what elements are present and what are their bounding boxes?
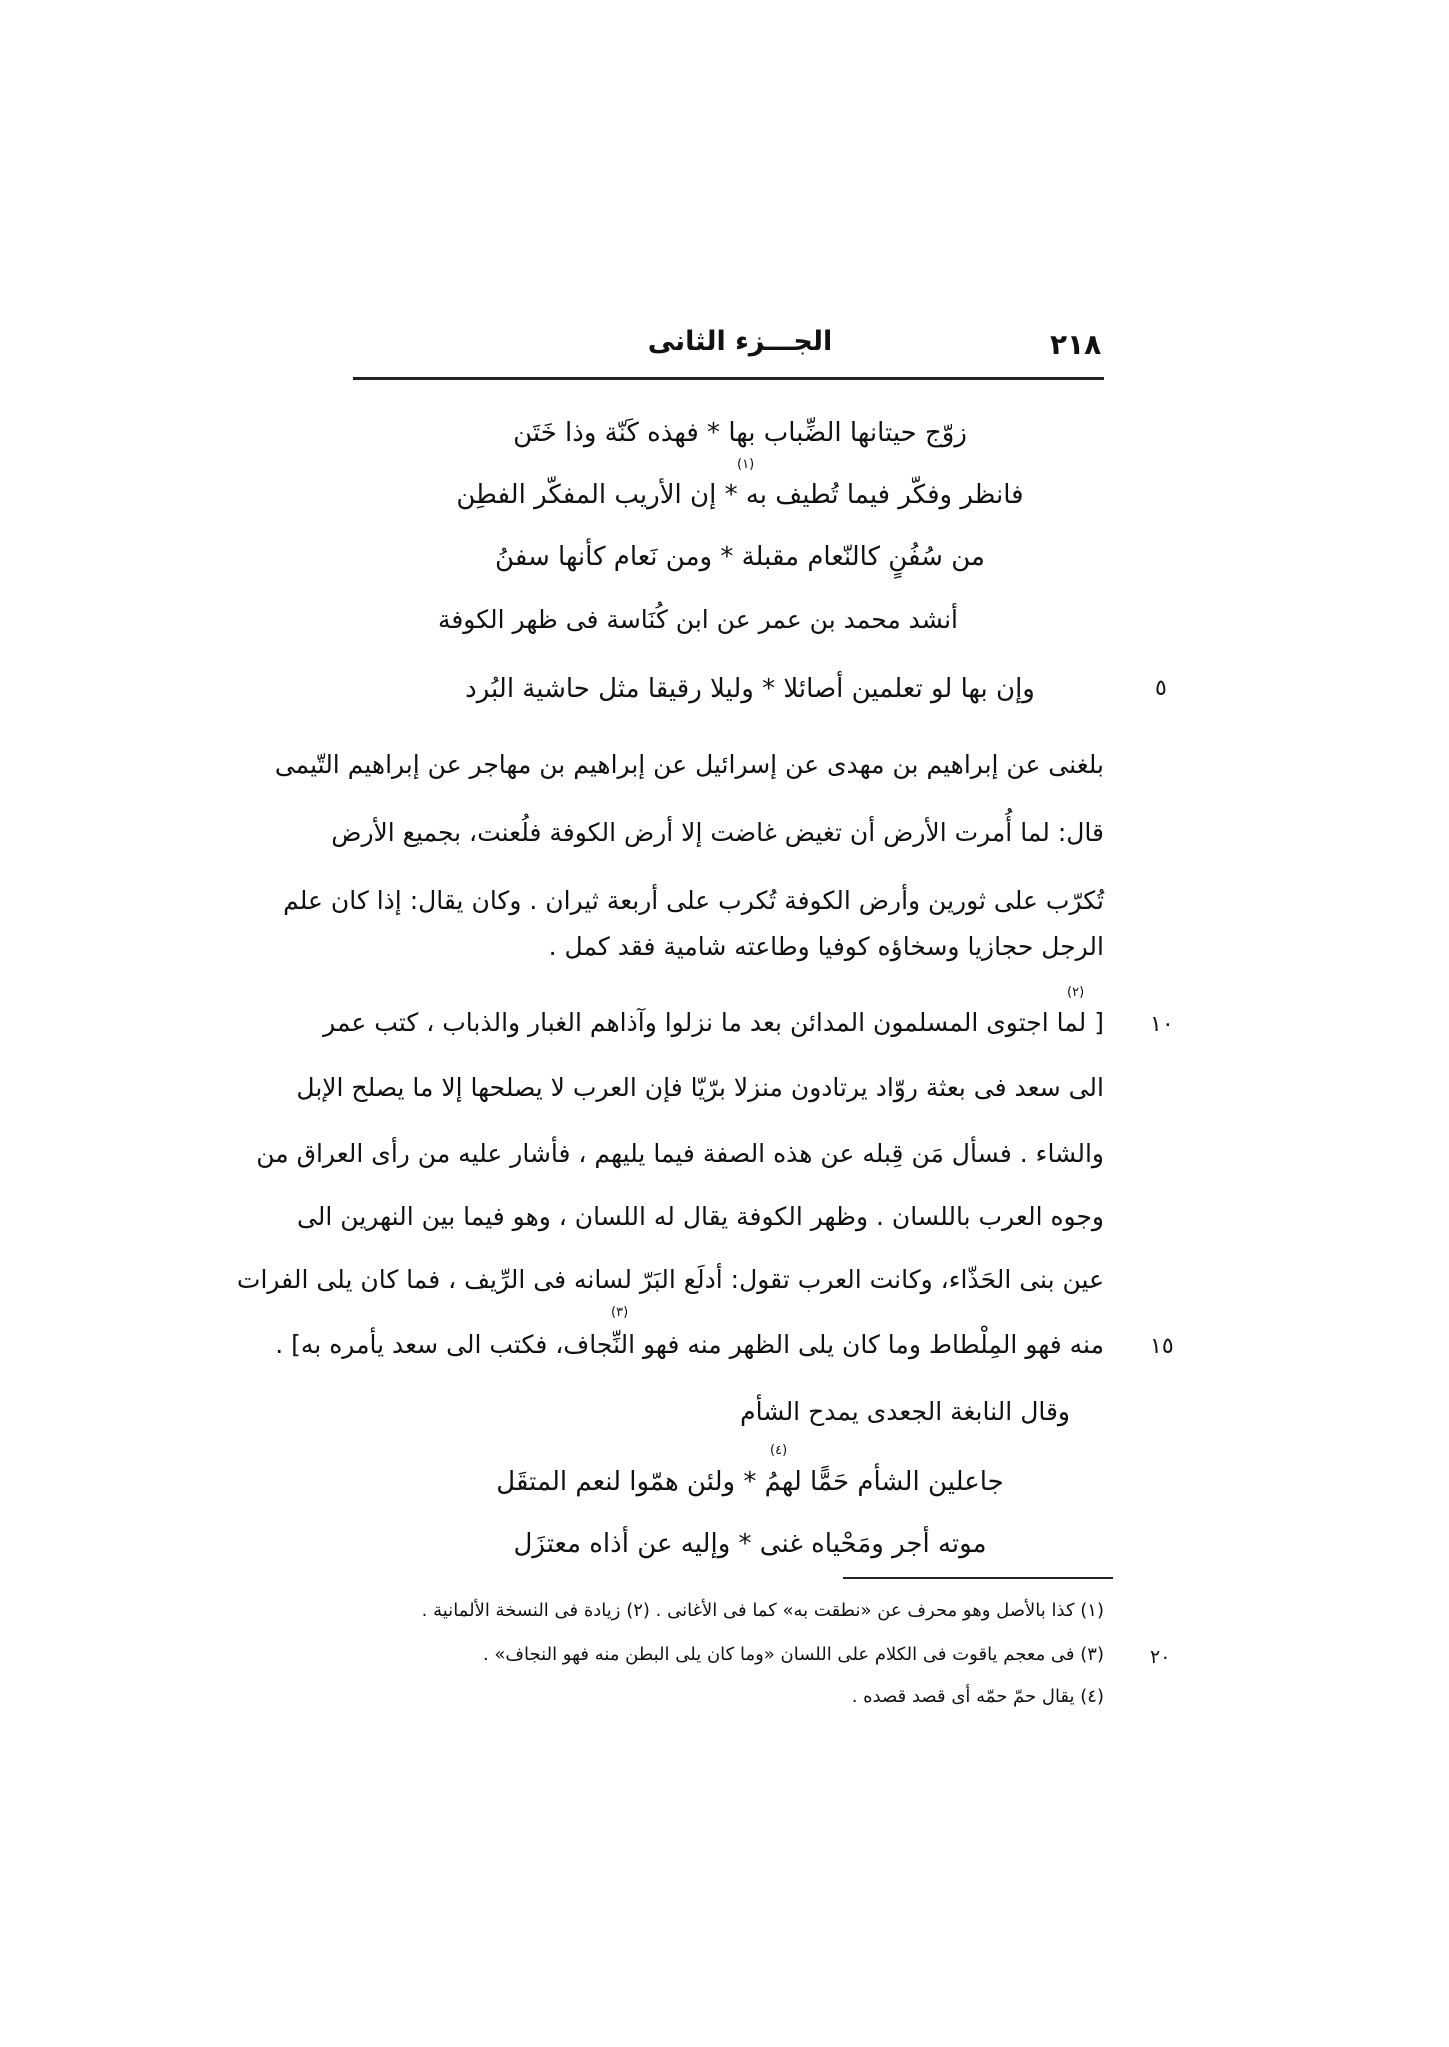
prose-line: تُكرّب على ثورين وأرض الكوفة تُكرب على أربعة ثيران . وكان يقال: إذا كان علم: [283, 886, 1104, 915]
verse-line: فانظر وفكّر فيما تُطيف به * إن الأريب المفكّر الفطِن: [456, 480, 1024, 510]
prose-line: قال: لما أُمرت الأرض أن تغيض غاضت إلا أرض الكوفة فلُعنت، بجميع الأرض: [331, 818, 1104, 847]
prose-line: عين بنى الحَذّاء، وكانت العرب تقول: أدلَع البَرّ لسانه فى الرِّيف ، فما كان يلى الفرات: [236, 1265, 1104, 1294]
footnote: (١) كذا بالأصل وهو محرف عن «نطقت به» كما فى الأغانى . (٢) زيادة فى النسخة الألمانية .: [421, 1600, 1104, 1621]
footnote-mark: (١): [737, 457, 755, 472]
footnote-mark: (٤): [770, 1443, 788, 1458]
prose-line: منه فهو المِلْطاط وما كان يلى الظهر منه فهو النِّجاف، فكتب الى سعد يأمره به] .: [275, 1330, 1104, 1359]
line-number: ٢٠: [1150, 1646, 1171, 1668]
running-title: الجـــزء الثانى: [647, 326, 833, 357]
footnote-mark: (٣): [611, 1305, 629, 1320]
verse-line: من سُفُنٍ كالنّعام مقبلة * ومن نَعام كأنها سفنُ: [495, 542, 985, 572]
footnote: (٤) يقال حمّ حمّه أى قصد قصده .: [851, 1686, 1104, 1707]
page-number: ٢١٨: [1050, 328, 1102, 361]
line-number: ٥: [1155, 676, 1167, 701]
prose-line: والشاء . فسأل مَن قِبله عن هذه الصفة فيما يليهم ، فأشار عليه من رأى العراق من: [256, 1139, 1104, 1168]
verse-line: وإن بها لو تعلمين أصائلا * وليلا رقيقا مثل حاشية البُرد: [465, 674, 1035, 704]
footnote: (٣) فى معجم ياقوت فى الكلام على اللسان «وما كان يلى البطن منه فهو النجاف» .: [482, 1644, 1104, 1665]
prose-line: وجوه العرب باللسان . وظهر الكوفة يقال له اللسان ، وهو فيما بين النهرين الى: [296, 1202, 1104, 1231]
intro-line: أنشد محمد بن عمر عن ابن كُنَاسة فى ظهر الكوفة: [437, 605, 958, 634]
verse-line: زوّج حيتانها الضِّباب بها * فهذه كَنّة وذا خَتَن: [513, 418, 967, 448]
prose-line: الى سعد فى بعثة روّاد يرتادون منزلا برّيّا فإن العرب لا يصلحها إلا ما يصلح الإبل: [296, 1073, 1104, 1102]
prose-line: [ لما اجتوى المسلمون المدائن بعد ما نزلوا وآذاهم الغبار والذباب ، كتب عمر: [323, 1008, 1104, 1037]
footnote-rule: [843, 1577, 1113, 1579]
prose-line: بلغنى عن إبراهيم بن مهدى عن إسرائيل عن إبراهيم بن مهاجر عن إبراهيم التّيمى: [274, 750, 1104, 779]
footnote-mark: (٢): [1067, 985, 1085, 1000]
prose-line: الرجل حجازيا وسخاؤه كوفيا وطاعته شامية فقد كمل .: [548, 932, 1104, 961]
verse-line: جاعلين الشأم حَمًّا لهمُ * ولئن همّوا لنعم المتقَل: [496, 1467, 1004, 1497]
verse-line: موته أجر ومَحْياه غنى * وإليه عن أذاه معتزَل: [513, 1529, 987, 1559]
line-number: ١٠: [1150, 1012, 1174, 1037]
header-rule: [353, 377, 1104, 380]
intro-line: وقال النابغة الجعدى يمدح الشأم: [740, 1397, 1070, 1426]
line-number: ١٥: [1150, 1334, 1174, 1359]
